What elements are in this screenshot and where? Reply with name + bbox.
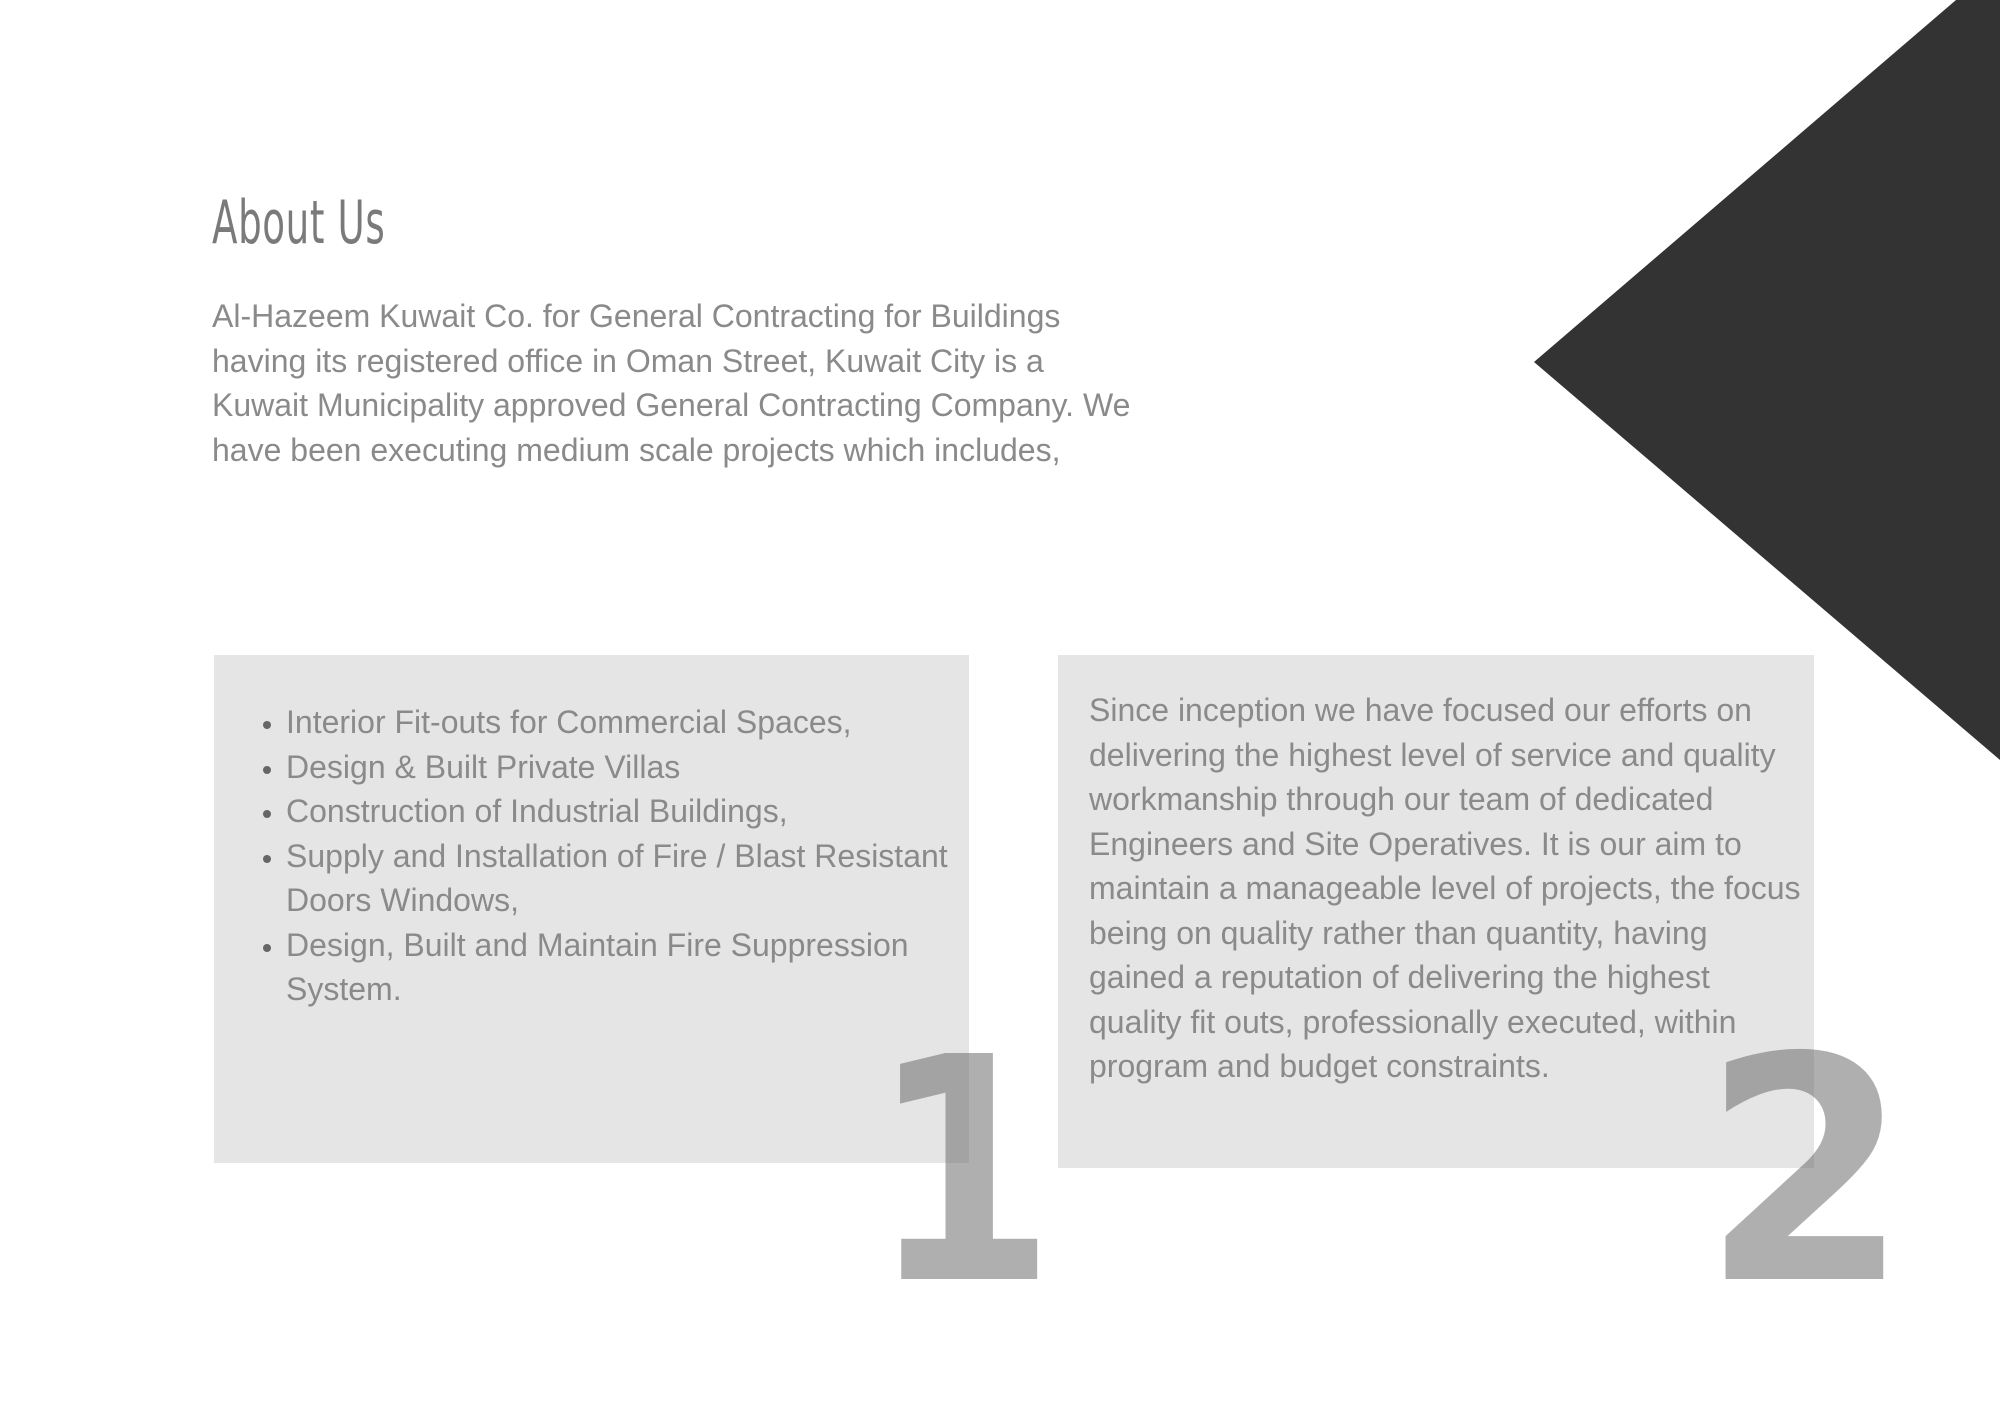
list-item: • Supply and Installation of Fire / Blast Resistant Doors Windows, — [286, 834, 960, 923]
list-item: • Interior Fit-outs for Commercial Spaces, — [286, 700, 960, 745]
card-number-1: 1 — [870, 992, 1056, 1353]
list-item: • Design, Built and Maintain Fire Suppression System. — [286, 923, 960, 1012]
list-item: • Construction of Industrial Buildings, — [286, 789, 960, 834]
focus-paragraph: Since inception we have focused our efforts on delivering the highest level of service and quality workmanship through our team of dedicated Engineers and Site Operatives. It is our aim to maintain a manageable level of projects, the focus being on quality rather than quantity, having gained a reputation of delivering the highest quality fit outs, professionally executed, within program and budget constraints. — [1089, 692, 1801, 1084]
card-number-2: 2 — [1702, 992, 1910, 1353]
page-title: About Us — [212, 188, 386, 258]
intro-paragraph: Al-Hazeem Kuwait Co. for General Contracting for Buildings having its registered office in Oman Street, Kuwait City is a Kuwait Municipality approved General Contracting Company. We have been executing medium scale projects which includes, — [212, 298, 1131, 468]
services-list — [240, 700, 960, 1012]
list-item: • Design & Built Private Villas — [286, 745, 960, 790]
